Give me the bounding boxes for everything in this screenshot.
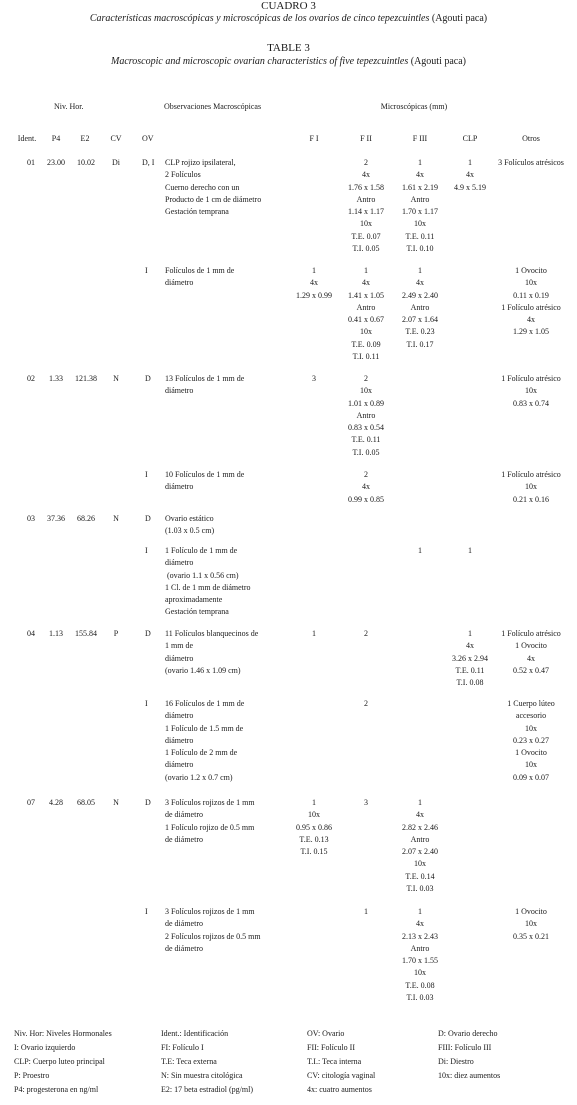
cell-f1: 1 10x 0.95 x 0.86 T.E. 0.13 T.I. 0.15 bbox=[296, 798, 332, 857]
cell-ov: D bbox=[145, 798, 151, 807]
cell-obs: 13 Folículos de 1 mm de diámetro bbox=[165, 374, 245, 396]
cell-otros: 1 Folículo atrésico 1 Ovocito 4x 0.52 x 0.47 bbox=[501, 629, 561, 675]
cell-ov: D, I bbox=[142, 158, 155, 167]
cell-otros: 3 Folículos atrésicos bbox=[498, 158, 564, 167]
cell-f2: 1 4x 1.41 x 1.05 Antro 0.41 x 0.67 10x T.E. 0.09 T.I. 0.11 bbox=[348, 266, 384, 362]
cell-ov: D bbox=[145, 514, 151, 523]
cell-e2: 155.84 bbox=[75, 629, 97, 638]
legend-item: FII: Folículo II bbox=[307, 1043, 355, 1052]
cell-ident: 07 bbox=[27, 798, 35, 807]
cell-f2: 2 bbox=[364, 699, 368, 708]
cell-e2: 10.02 bbox=[77, 158, 95, 167]
cell-obs: 3 Folículos rojizos de 1 mm de diámetro 2 Folículos rojizos de 0.5 mm de diámetro bbox=[165, 907, 261, 953]
cell-p4: 4.28 bbox=[49, 798, 63, 807]
header-niv-hor: Niv. Hor. bbox=[54, 102, 84, 111]
table-title-en: TABLE 3 bbox=[267, 42, 310, 54]
cell-ident: 04 bbox=[27, 629, 35, 638]
cell-cv: N bbox=[113, 798, 119, 807]
col-header-clp: CLP bbox=[462, 134, 478, 143]
col-header-p4: P4 bbox=[51, 134, 61, 143]
col-header-otros: Otros bbox=[522, 134, 540, 143]
subtitle-es-text: Características macroscópicas y microscópicas de los ovarios de cinco tepezcuintles bbox=[89, 13, 432, 24]
legend-item: FI: Folículo I bbox=[161, 1043, 204, 1052]
col-header-f3: F III bbox=[412, 134, 428, 143]
legend-item: CLP: Cuerpo luteo principal bbox=[14, 1057, 105, 1066]
table-title-es: CUADRO 3 bbox=[261, 0, 316, 12]
cell-f3: 1 4x 2.13 x 2.43 Antro 1.70 x 1.55 10x T.E. 0.08 T.I. 0.03 bbox=[402, 907, 438, 1003]
legend-item: T.E: Teca externa bbox=[161, 1057, 217, 1066]
cell-otros: 1 Cuerpo lúteo accesorio 10x 0.23 x 0.27 1 Ovocito 10x 0.09 x 0.07 bbox=[507, 699, 555, 782]
legend-item: P: Proestro bbox=[14, 1071, 50, 1080]
cell-e2: 121.38 bbox=[75, 374, 97, 383]
legend-item: E2: 17 beta estradiol (pg/ml) bbox=[161, 1085, 253, 1094]
subtitle-en-species: (Agouti paca) bbox=[410, 56, 466, 67]
legend-item: CV: citología vaginal bbox=[307, 1071, 376, 1080]
cell-clp: 1 4x 4.9 x 5.19 bbox=[454, 158, 486, 192]
cell-e2: 68.26 bbox=[77, 514, 95, 523]
legend-column-3 bbox=[307, 1027, 375, 1097]
cell-cv: N bbox=[113, 374, 119, 383]
cell-f1: 3 bbox=[312, 374, 316, 383]
legend-item: 4x: cuatro aumentos bbox=[307, 1085, 372, 1094]
subtitle-en-text: Macroscopic and microscopic ovarian characteristics of five tepezcuintles bbox=[110, 56, 411, 67]
legend-item: OV: Ovario bbox=[307, 1029, 345, 1038]
cell-ov: D bbox=[145, 374, 151, 383]
cell-otros: 1 Ovocito 10x 0.11 x 0.19 1 Folículo atrésico 4x 1.29 x 1.05 bbox=[501, 266, 561, 337]
legend-item: I: Ovario izquierdo bbox=[14, 1043, 76, 1052]
legend-item: FIII: Folículo III bbox=[438, 1043, 492, 1052]
cell-ov: D bbox=[145, 629, 151, 638]
cell-cv: P bbox=[113, 629, 119, 638]
cell-f2: 1 bbox=[364, 907, 368, 916]
cell-obs: 3 Folículos rojizos de 1 mm de diámetro 1 Folículo rojizo de 0.5 mm de diámetro bbox=[165, 798, 255, 844]
cell-obs: 11 Folículos blanquecinos de 1 mm de diámetro (ovario 1.46 x 1.09 cm) bbox=[165, 629, 259, 675]
cell-cv: N bbox=[113, 514, 119, 523]
cell-p4: 23.00 bbox=[47, 158, 65, 167]
legend-item: D: Ovario derecho bbox=[438, 1029, 498, 1038]
legend-item: Di: Diestro bbox=[438, 1057, 474, 1066]
cell-obs: 16 Folículos de 1 mm de diámetro 1 Folículo de 1.5 mm de diámetro 1 Folículo de 2 mm de diámetro (ovario 1.2 x 0.7 cm) bbox=[165, 699, 245, 782]
cell-p4: 1.13 bbox=[49, 629, 63, 638]
cell-e2: 68.05 bbox=[77, 798, 95, 807]
cell-obs: Ovario estático (1.03 x 0.5 cm) bbox=[165, 514, 215, 536]
cell-ov: I bbox=[145, 699, 148, 708]
cell-otros: 1 Folículo atrésico 10x 0.83 x 0.74 bbox=[501, 374, 561, 408]
cell-obs: 1 Folículo de 1 mm de diámetro (ovario 1.1 x 0.56 cm) 1 Cl. de 1 mm de diámetro aproximadamente Gestación temprana bbox=[165, 546, 251, 617]
cell-obs: Folículos de 1 mm de diámetro bbox=[165, 266, 235, 288]
cell-ident: 02 bbox=[27, 374, 35, 383]
cell-p4: 37.36 bbox=[47, 514, 65, 523]
cell-ident: 03 bbox=[27, 514, 35, 523]
cell-obs: 10 Folículos de 1 mm de diámetro bbox=[165, 470, 245, 492]
legend-item: T.I.: Teca interna bbox=[307, 1057, 362, 1066]
cell-f2: 2 4x 0.99 x 0.85 bbox=[348, 470, 384, 504]
cell-f3: 1 bbox=[418, 546, 422, 555]
cell-f2: 2 bbox=[364, 629, 368, 638]
legend-column-4 bbox=[438, 1027, 500, 1083]
subtitle-es-species: (Agouti paca) bbox=[431, 13, 488, 24]
cell-ov: I bbox=[145, 546, 148, 555]
table-subtitle-es bbox=[0, 13, 577, 24]
cell-f3: 1 4x 1.61 x 2.19 Antro 1.70 x 1.17 10x T.E. 0.11 T.I. 0.10 bbox=[402, 158, 438, 254]
col-header-e2: E2 bbox=[80, 134, 90, 143]
cell-f1: 1 bbox=[312, 629, 316, 638]
table-subtitle-en bbox=[0, 56, 577, 67]
cell-obs: CLP rojizo ipsilateral, 2 Folículos Cuerno derecho con un Producto de 1 cm de diámetro Gestación temprana bbox=[165, 158, 262, 217]
cell-f2: 3 bbox=[364, 798, 368, 807]
col-header-ident: Ident. bbox=[17, 134, 37, 143]
legend-item: P4: progesterona en ng/ml bbox=[14, 1085, 99, 1094]
legend-column-2 bbox=[161, 1027, 253, 1097]
cell-f3: 1 4x 2.82 x 2.46 Antro 2.07 x 2.40 10x T.E. 0.14 T.I. 0.03 bbox=[402, 798, 438, 894]
cell-clp: 1 4x 3.26 x 2.94 T.E. 0.11 T.I. 0.08 bbox=[452, 629, 488, 688]
cell-ov: I bbox=[145, 266, 148, 275]
legend-item: Niv. Hor: Niveles Hormonales bbox=[14, 1029, 112, 1038]
cell-f1: 1 4x 1.29 x 0.99 bbox=[296, 266, 332, 300]
legend-item: N: Sin muestra citológica bbox=[161, 1071, 243, 1080]
col-header-f2: F II bbox=[360, 134, 372, 143]
legend-column-1 bbox=[14, 1027, 112, 1097]
cell-p4: 1.33 bbox=[49, 374, 63, 383]
legend-item: Ident.: Identificación bbox=[161, 1029, 229, 1038]
cell-cv: Di bbox=[112, 158, 120, 167]
header-obs-macro: Observaciones Macroscópicas bbox=[164, 102, 262, 111]
col-header-f1: F I bbox=[309, 134, 319, 143]
cell-otros: 1 Ovocito 10x 0.35 x 0.21 bbox=[513, 907, 549, 941]
cell-ov: I bbox=[145, 470, 148, 479]
cell-clp: 1 bbox=[468, 546, 472, 555]
cell-f3: 1 4x 2.49 x 2.40 Antro 2.07 x 1.64 T.E. 0.23 T.I. 0.17 bbox=[402, 266, 438, 349]
cell-ident: 01 bbox=[27, 158, 35, 167]
cell-f2: 2 4x 1.76 x 1.58 Antro 1.14 x 1.17 10x T.E. 0.07 T.I. 0.05 bbox=[348, 158, 384, 254]
cell-f2: 2 10x 1.01 x 0.89 Antro 0.83 x 0.54 T.E. 0.11 T.I. 0.05 bbox=[348, 374, 384, 457]
header-microscopicas: Microscópicas (mm) bbox=[380, 102, 448, 111]
col-header-cv: CV bbox=[110, 134, 122, 143]
col-header-ov: OV bbox=[142, 134, 154, 143]
legend-item: 10x: diez aumentos bbox=[438, 1071, 501, 1080]
cell-ov: I bbox=[145, 907, 148, 916]
cell-otros: 1 Folículo atrésico 10x 0.21 x 0.16 bbox=[501, 470, 561, 504]
